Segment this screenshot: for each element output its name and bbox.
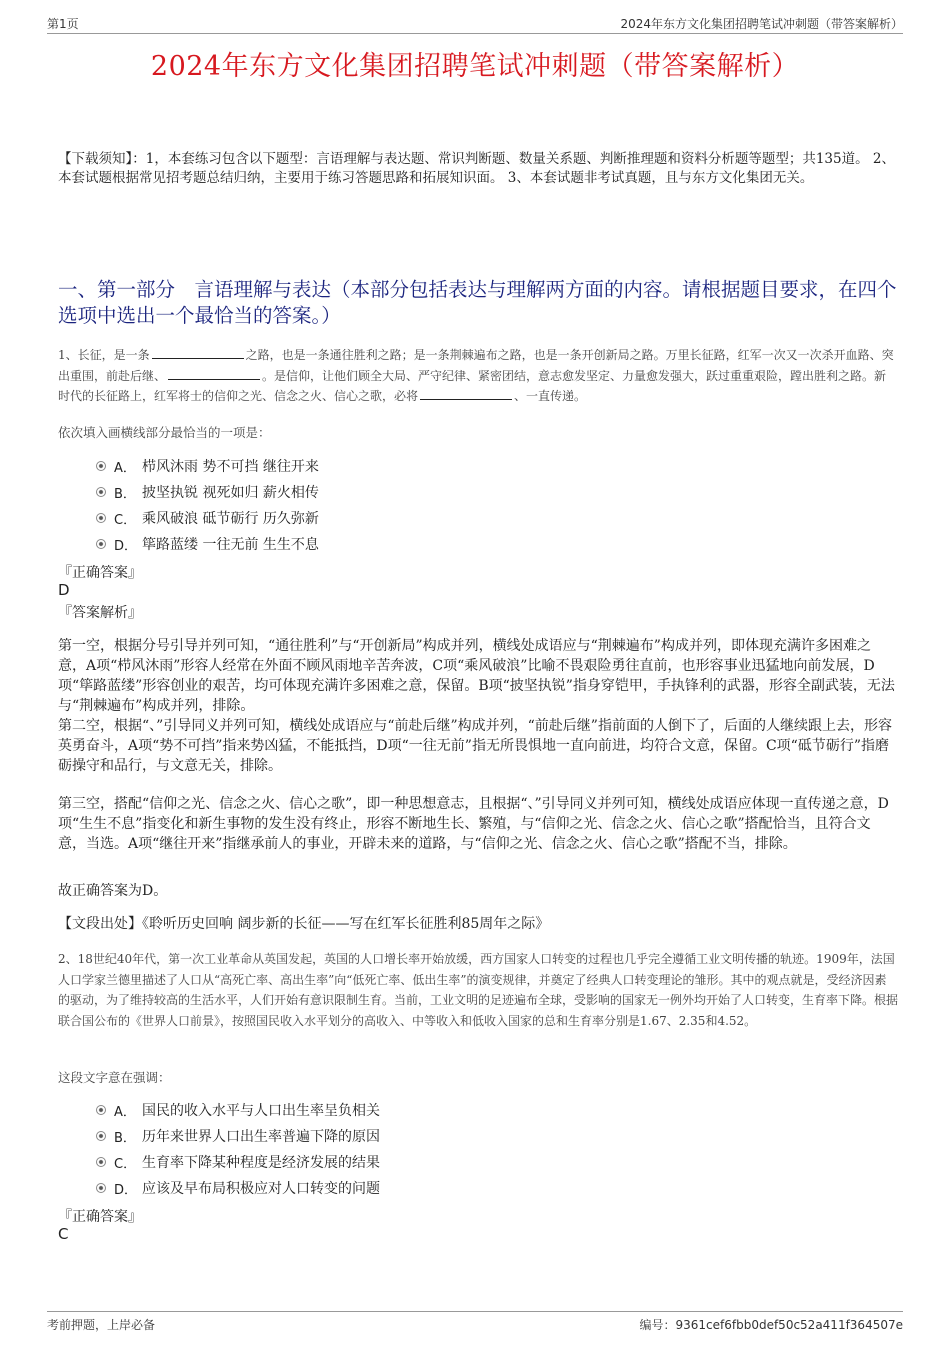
page-footer <box>47 1311 903 1332</box>
option-c[interactable]: C． 生育率下降某种程度是经济发展的结果 <box>96 1149 380 1175</box>
option-b[interactable]: B． 披坚执锐 视死如归 薪火相传 <box>96 479 319 505</box>
question-2-stem: 2、18世纪40年代，第一次工业革命从英国发起，英国的人口增长率开始放缓，西方国家人口转变的过程也几乎完全遵循工业文明传播的轨迹。1909年，法国人口学家兰德里描述了人口从“高死亡率、高出生率”向“低死亡率、低出生率”的演变规律，并奠定了经典人口转变理论的雏形。其中的观点就是，受经济因素的驱动，为了维持较高的生活水平，人们开始有意识限制生育。当前，工业文明的足迹遍布全球，受影响的国家无一例外均开始了人口转变，生育率下降。根据联合国公布的《世界人口前景》，按照国民收入水平划分的高收入、中等收入和低收入国家的总和生育率分别是1.67、2.35和4.52。 <box>58 952 899 1028</box>
option-a[interactable]: A． 国民的收入水平与人口出生率呈负相关 <box>96 1097 380 1123</box>
q1-part-1: 1、长征，是一条 <box>58 348 150 362</box>
page-number: 第1页 <box>47 17 79 31</box>
option-b[interactable]: B． 历年来世界人口出生率普遍下降的原因 <box>96 1123 380 1149</box>
q1-analysis-label: 『答案解析』 <box>58 605 142 621</box>
radio-icon[interactable] <box>96 487 106 497</box>
header-doc-title: 2024年东方文化集团招聘笔试冲刺题（带答案解析） <box>620 17 903 31</box>
radio-icon[interactable] <box>96 1183 106 1193</box>
question-1-stem <box>58 345 898 407</box>
radio-icon[interactable] <box>96 513 106 523</box>
radio-icon[interactable] <box>96 1157 106 1167</box>
q2-answer: C <box>58 1225 69 1243</box>
page-header <box>47 15 903 34</box>
analysis-paragraph-3: 第三空，搭配“信仰之光、信念之火、信心之歌”，即一种思想意志，且根据“、”引导同义并列可知，横线处成语应体现一直传递之意，D项“生生不息”指变化和新生事物的发生没有终止，形容不断地生长、繁殖，与“信仰之光、信念之火、信心之歌”搭配恰当，且符合文意，当选。A项“继往开来”指继承前人的事业，开辟未来的道路，与“信仰之光、信念之火、信心之歌”搭配不当，排除。 <box>58 796 889 852</box>
blank-line <box>420 387 512 400</box>
document-title: 2024年东方文化集团招聘笔试冲刺题（带答案解析） <box>150 51 800 82</box>
q1-part-3: 。是信仰，让他们顾全大局、严守纪律、紧密团结，意志愈发坚定、力量愈发强大，跃过重重艰险，蹚出胜利之路。新时代的长征路上，红军将士的信仰之光、信念之火、信心之歌，必将 <box>58 368 887 403</box>
footer-serial: 编号：9361cef6fbb0def50c52a411f364507e <box>639 1318 903 1332</box>
q1-part-2: 之路，也是一条通往胜利之路；是一条荆棘遍布之路，也是一条开创新局之路。万里长征路，红军一次又一次杀开血路、突出重围，前赴后继、 <box>58 348 894 383</box>
source-citation: 【文段出处】《聆听历史回响 阔步新的长征——写在红军长征胜利85周年之际》 <box>58 916 550 932</box>
analysis-conclusion: 故正确答案为D。 <box>58 883 168 899</box>
q1-hint: 依次填入画横线部分最恰当的一项是： <box>58 425 271 440</box>
blank-line <box>168 367 260 380</box>
q2-hint: 这段文字意在强调： <box>58 1070 171 1085</box>
q1-answer: D <box>58 581 70 599</box>
q2-options <box>96 1097 380 1201</box>
radio-icon[interactable] <box>96 1131 106 1141</box>
q1-part-4: 、一直传递。 <box>514 389 587 403</box>
option-d[interactable]: D． 筚路蓝缕 一往无前 生生不息 <box>96 531 319 557</box>
blank-line <box>152 346 244 359</box>
radio-icon[interactable] <box>96 539 106 549</box>
radio-icon[interactable] <box>96 461 106 471</box>
analysis-paragraph-1: 第一空，根据分号引导并列可知，“通往胜利”与“开创新局”构成并列，横线处成语应与“荆棘遍布”构成并列，即体现充满许多困难之意，A项“栉风沐雨”形容人经常在外面不顾风雨地辛苦奔波，C项“乘风破浪”比喻不畏艰险勇往直前，也形容事业迅猛地向前发展，D项“筚路蓝缕”形容创业的艰苦，均可体现充满许多困难之意，保留。B项“披坚执锐”指身穿铠甲，手执锋利的武器，形容全副武装，无法与“荆棘遍布”构成并列，排除。 <box>58 638 895 714</box>
q1-options <box>96 453 319 557</box>
q1-answer-label: 『正确答案』 <box>58 565 142 581</box>
option-a[interactable]: A． 栉风沐雨 势不可挡 继往开来 <box>96 453 319 479</box>
option-c[interactable]: C． 乘风破浪 砥节砺行 历久弥新 <box>96 505 319 531</box>
radio-icon[interactable] <box>96 1105 106 1115</box>
section-heading: 一、第一部分 言语理解与表达（本部分包括表达与理解两方面的内容。请根据题目要求，在四个选项中选出一个最恰当的答案。） <box>58 278 897 327</box>
q2-answer-label: 『正确答案』 <box>58 1209 142 1225</box>
footer-slogan: 考前押题，上岸必备 <box>47 1318 156 1332</box>
analysis-paragraph-2: 第二空，根据“、”引导同义并列可知，横线处成语应与“前赴后继”构成并列，“前赴后继”指前面的人倒下了，后面的人继续跟上去，形容英勇奋斗，A项“势不可挡”指来势凶猛，不能抵挡，D项“一往无前”指无所畏惧地一直向前进，均符合文意，保留。C项“砥节砺行”指磨砺操守和品行，与文意无关，排除。 <box>58 718 892 774</box>
download-notice: 【下载须知】：1，本套练习包含以下题型：言语理解与表达题、常识判断题、数量关系题、判断推理题和资料分析题等题型；共135道。 2、本套试题根据常见招考题总结归纳，主要用于练习答题思路和拓展知识面。 3、本套试题非考试真题，且与东方文化集团无关。 <box>58 151 895 186</box>
option-d[interactable]: D． 应该及早布局积极应对人口转变的问题 <box>96 1175 380 1201</box>
